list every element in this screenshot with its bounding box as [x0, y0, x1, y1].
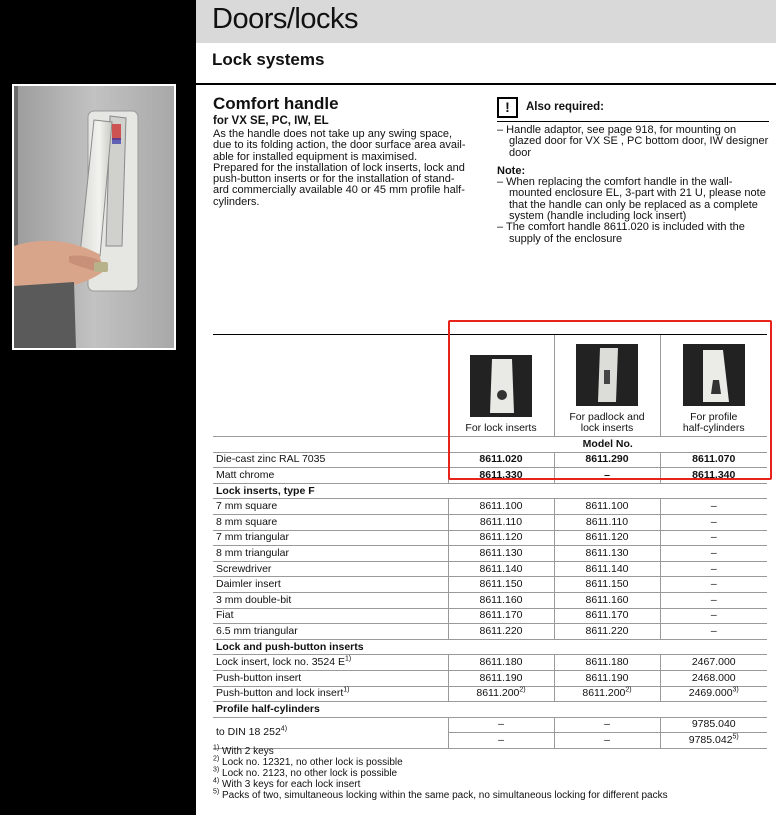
model-number-cell — [554, 468, 660, 484]
model-number: 8611.140 — [585, 562, 629, 575]
model-number-cell — [554, 499, 660, 515]
model-number-cell — [448, 577, 554, 593]
row-label-text: Matt chrome — [216, 468, 275, 481]
left-sidebar — [0, 0, 196, 815]
model-number: – — [710, 546, 717, 559]
model-number: 9785.042 — [688, 734, 733, 747]
model-number-cell — [448, 530, 554, 546]
column-profile-cylinders — [660, 335, 767, 437]
footnote: $^{5)}$ Packs of two, simultaneous locking within the same pack, no simultaneous locking for different packs — [213, 788, 668, 801]
row-label — [213, 670, 448, 686]
product-photo — [12, 84, 176, 350]
section-header: Lock and push-button inserts — [213, 639, 767, 655]
model-no-label: Model No. — [448, 437, 767, 453]
model-number: 8611.100 — [479, 500, 523, 513]
model-number-cell — [448, 592, 554, 608]
model-number-cell — [554, 561, 660, 577]
model-number-cell — [660, 530, 767, 546]
note-item: – When replacing the comfort handle in the wall-mounted enclosure EL, 3-part with 21 U, please note that the handle can only be replaced as a complete system (handle including lock insert) — [497, 176, 766, 223]
row-label — [213, 514, 448, 530]
row-label — [213, 592, 448, 608]
note-title: Note: — [497, 164, 526, 177]
footnote-mark: 5) — [732, 733, 739, 741]
table-body — [213, 452, 767, 748]
row-label-text: Push-button insert — [216, 671, 302, 684]
column-label: For padlock and — [569, 411, 645, 423]
model-number: 8611.220 — [479, 624, 523, 637]
model-number-cell — [660, 499, 767, 515]
model-number-cell — [554, 452, 660, 468]
row-label — [213, 452, 448, 468]
row-label — [213, 546, 448, 562]
model-number: 8611.180 — [585, 656, 629, 669]
row-label-text: 7 mm square — [216, 500, 278, 513]
model-number-cell — [554, 530, 660, 546]
also-required-title: Also required: — [526, 100, 604, 113]
row-label — [213, 655, 448, 671]
model-number: 8611.200 — [476, 687, 520, 700]
column-label: For lock inserts — [465, 421, 537, 434]
model-number: 8611.170 — [479, 609, 523, 622]
row-label-text: to DIN 18 252 — [216, 726, 281, 739]
model-number-cell — [660, 577, 767, 593]
desc-line: push-button inserts or for the installation of stand- — [213, 173, 455, 186]
model-number: 8611.160 — [479, 593, 523, 606]
desc-line: Prepared for the installation of lock inserts, lock and — [213, 161, 465, 174]
row-label — [213, 561, 448, 577]
model-number: – — [604, 468, 610, 481]
model-number-cell — [448, 686, 554, 702]
column-lock-inserts — [448, 335, 554, 437]
model-number: 8611.070 — [692, 453, 736, 466]
model-number-cell — [448, 514, 554, 530]
desc-line: As the handle does not take up any swing space, — [213, 128, 453, 140]
row-label-text: Die-cast zinc RAL 7035 — [216, 453, 326, 466]
column-label: lock inserts — [580, 421, 634, 434]
row-label — [213, 530, 448, 546]
table-row — [213, 452, 767, 468]
model-number-cell — [448, 670, 554, 686]
handle-thumb-image — [576, 344, 638, 406]
row-label-text: 8 mm triangular — [216, 546, 289, 559]
row-label — [213, 468, 448, 484]
model-number: 2469.000 — [688, 687, 733, 700]
footnote-mark: 1) — [343, 686, 350, 694]
model-number-cell — [448, 655, 554, 671]
warning-icon: ! — [497, 97, 518, 118]
footnote: $^{2)}$ Lock no. 12321, no other lock is possible — [213, 755, 403, 768]
model-number-cell — [660, 670, 767, 686]
model-number-cell — [554, 624, 660, 640]
model-number-cell — [660, 624, 767, 640]
model-number-cell — [448, 624, 554, 640]
model-number-cell — [448, 452, 554, 468]
note-item: – The comfort handle 8611.020 is included with the supply of the enclosure — [497, 221, 745, 245]
model-number-cell — [554, 608, 660, 624]
model-number: – — [498, 718, 504, 731]
model-number: 8611.180 — [479, 656, 523, 669]
model-number-cell — [554, 670, 660, 686]
model-number: 8611.190 — [585, 671, 629, 684]
table-row — [213, 717, 767, 733]
also-required-box — [497, 97, 769, 245]
footnote-mark: 2) — [519, 686, 526, 694]
footnote: $^{1)}$ With 2 keys — [213, 744, 274, 757]
column-label: For profile — [690, 411, 738, 423]
model-number: 8611.020 — [479, 453, 523, 466]
row-label — [213, 608, 448, 624]
table-row — [213, 592, 767, 608]
row-label-text: Lock insert, lock no. 3524 E — [216, 656, 345, 669]
model-table — [213, 334, 767, 749]
product-for: for VX SE, PC, IW, EL — [213, 115, 329, 127]
table-row — [213, 655, 767, 671]
model-number: 8611.150 — [585, 578, 629, 591]
table-row — [213, 514, 767, 530]
footnote-mark: 4) — [280, 725, 288, 733]
model-number: 8611.160 — [585, 593, 629, 606]
model-no-row — [213, 437, 767, 453]
table-row — [213, 499, 767, 515]
model-number-cell — [554, 686, 660, 702]
model-number-cell — [554, 717, 660, 733]
model-number: 8611.140 — [479, 562, 523, 575]
table-image-row — [213, 335, 767, 437]
required-item: – Handle adaptor, see page 918, for mounting on glazed door for VX SE , PC bottom door, IW designer door — [497, 124, 769, 159]
desc-line: cylinders. — [213, 195, 260, 208]
divider — [497, 121, 769, 122]
model-number-cell — [660, 514, 767, 530]
footnote-mark: 1) — [345, 655, 352, 663]
table-row — [213, 608, 767, 624]
row-label-text: 7 mm triangular — [216, 531, 289, 544]
model-number-cell — [660, 655, 767, 671]
table-row — [213, 530, 767, 546]
model-number: – — [710, 609, 717, 622]
table-row — [213, 561, 767, 577]
model-number: 8611.340 — [692, 468, 736, 481]
model-number-cell — [448, 546, 554, 562]
row-label — [213, 577, 448, 593]
footnote: $^{4)}$ With 3 keys for each lock insert — [213, 777, 361, 790]
table-corner — [213, 335, 448, 437]
handle-thumb-image — [683, 344, 745, 406]
footnote: $^{3)}$ Lock no. 2123, no other lock is possible — [213, 766, 398, 779]
model-number: 8611.330 — [479, 468, 523, 481]
model-number: 8611.130 — [585, 546, 629, 559]
row-label-text: 8 mm square — [216, 515, 278, 528]
model-number: 8611.190 — [479, 671, 523, 684]
table-row — [213, 468, 767, 484]
section-header-row — [213, 483, 767, 499]
row-label — [213, 624, 448, 640]
table-row — [213, 624, 767, 640]
model-number: – — [498, 734, 504, 747]
desc-line: ard commercially available 40 or 45 mm profile half- — [213, 184, 465, 197]
section-header: Profile half-cylinders — [213, 702, 767, 718]
section-header-row — [213, 639, 767, 655]
table-row — [213, 577, 767, 593]
product-title: Comfort handle — [213, 94, 339, 113]
model-number-cell — [448, 608, 554, 624]
model-number-cell — [660, 686, 767, 702]
model-number: – — [710, 515, 717, 528]
page-title: Doors/locks — [212, 3, 358, 35]
row-label-text: Daimler insert — [216, 578, 281, 591]
row-label-text: 3 mm double-bit — [216, 593, 292, 606]
model-number-cell — [660, 546, 767, 562]
handle-thumb-image — [470, 355, 532, 417]
footnote-mark: 2) — [625, 686, 632, 694]
model-number: – — [604, 718, 610, 731]
model-number-cell — [660, 561, 767, 577]
row-label — [213, 686, 448, 702]
table-row — [213, 546, 767, 562]
footnote-mark: 3) — [732, 686, 739, 694]
model-number-cell — [448, 499, 554, 515]
section-rule — [196, 83, 776, 85]
model-number-cell — [448, 468, 554, 484]
row-label-text: 6.5 mm triangular — [216, 624, 298, 637]
model-number: 8611.110 — [585, 515, 629, 528]
model-number: – — [710, 593, 717, 606]
model-number: – — [710, 500, 717, 513]
model-number: 8611.150 — [479, 578, 523, 591]
product-description — [213, 129, 483, 208]
row-label — [213, 717, 448, 748]
model-number-cell — [448, 561, 554, 577]
footnotes — [213, 746, 668, 801]
model-number: – — [710, 578, 717, 591]
section-subtitle: Lock systems — [212, 50, 325, 69]
row-label-text: Fiat — [216, 609, 234, 622]
model-number-cell — [554, 655, 660, 671]
model-number: – — [710, 531, 717, 544]
model-number: 9785.040 — [691, 718, 736, 731]
section-header: Lock inserts, type F — [213, 483, 767, 499]
model-number: 8611.290 — [585, 453, 629, 466]
model-number: 8611.120 — [585, 531, 629, 544]
desc-line: due to its folding action, the door surface area avail- — [213, 139, 466, 152]
model-number: 2467.000 — [691, 656, 736, 669]
row-label-text: Push-button and lock insert — [216, 687, 344, 700]
model-number-cell — [554, 514, 660, 530]
desc-line: able for installed equipment is maximised. — [213, 150, 418, 163]
model-number: 8611.170 — [585, 609, 629, 622]
model-number-cell — [660, 608, 767, 624]
model-number-cell — [660, 592, 767, 608]
row-label — [213, 499, 448, 515]
model-number: – — [710, 624, 717, 637]
model-number: 2468.000 — [691, 671, 736, 684]
model-number-cell — [554, 592, 660, 608]
table-row — [213, 670, 767, 686]
model-number: 8611.110 — [479, 515, 523, 528]
model-number-cell — [448, 717, 554, 733]
model-number: – — [710, 562, 717, 575]
page-header — [196, 0, 776, 43]
table-row — [213, 686, 767, 702]
column-padlock-inserts — [554, 335, 660, 437]
model-number-cell — [554, 577, 660, 593]
row-label-text: Screwdriver — [216, 562, 272, 575]
model-number: 8611.200 — [582, 687, 626, 700]
model-number-cell — [554, 546, 660, 562]
model-number: 8611.130 — [479, 546, 523, 559]
model-number-cell — [660, 717, 767, 733]
model-number-cell — [660, 733, 767, 749]
section-header-row — [213, 702, 767, 718]
model-number: 8611.120 — [479, 531, 523, 544]
model-number: 8611.220 — [585, 624, 629, 637]
model-number-cell — [660, 468, 767, 484]
column-label: half-cylinders — [682, 421, 745, 434]
model-number: – — [604, 734, 610, 747]
model-number: 8611.100 — [585, 500, 629, 513]
model-number-cell — [660, 452, 767, 468]
